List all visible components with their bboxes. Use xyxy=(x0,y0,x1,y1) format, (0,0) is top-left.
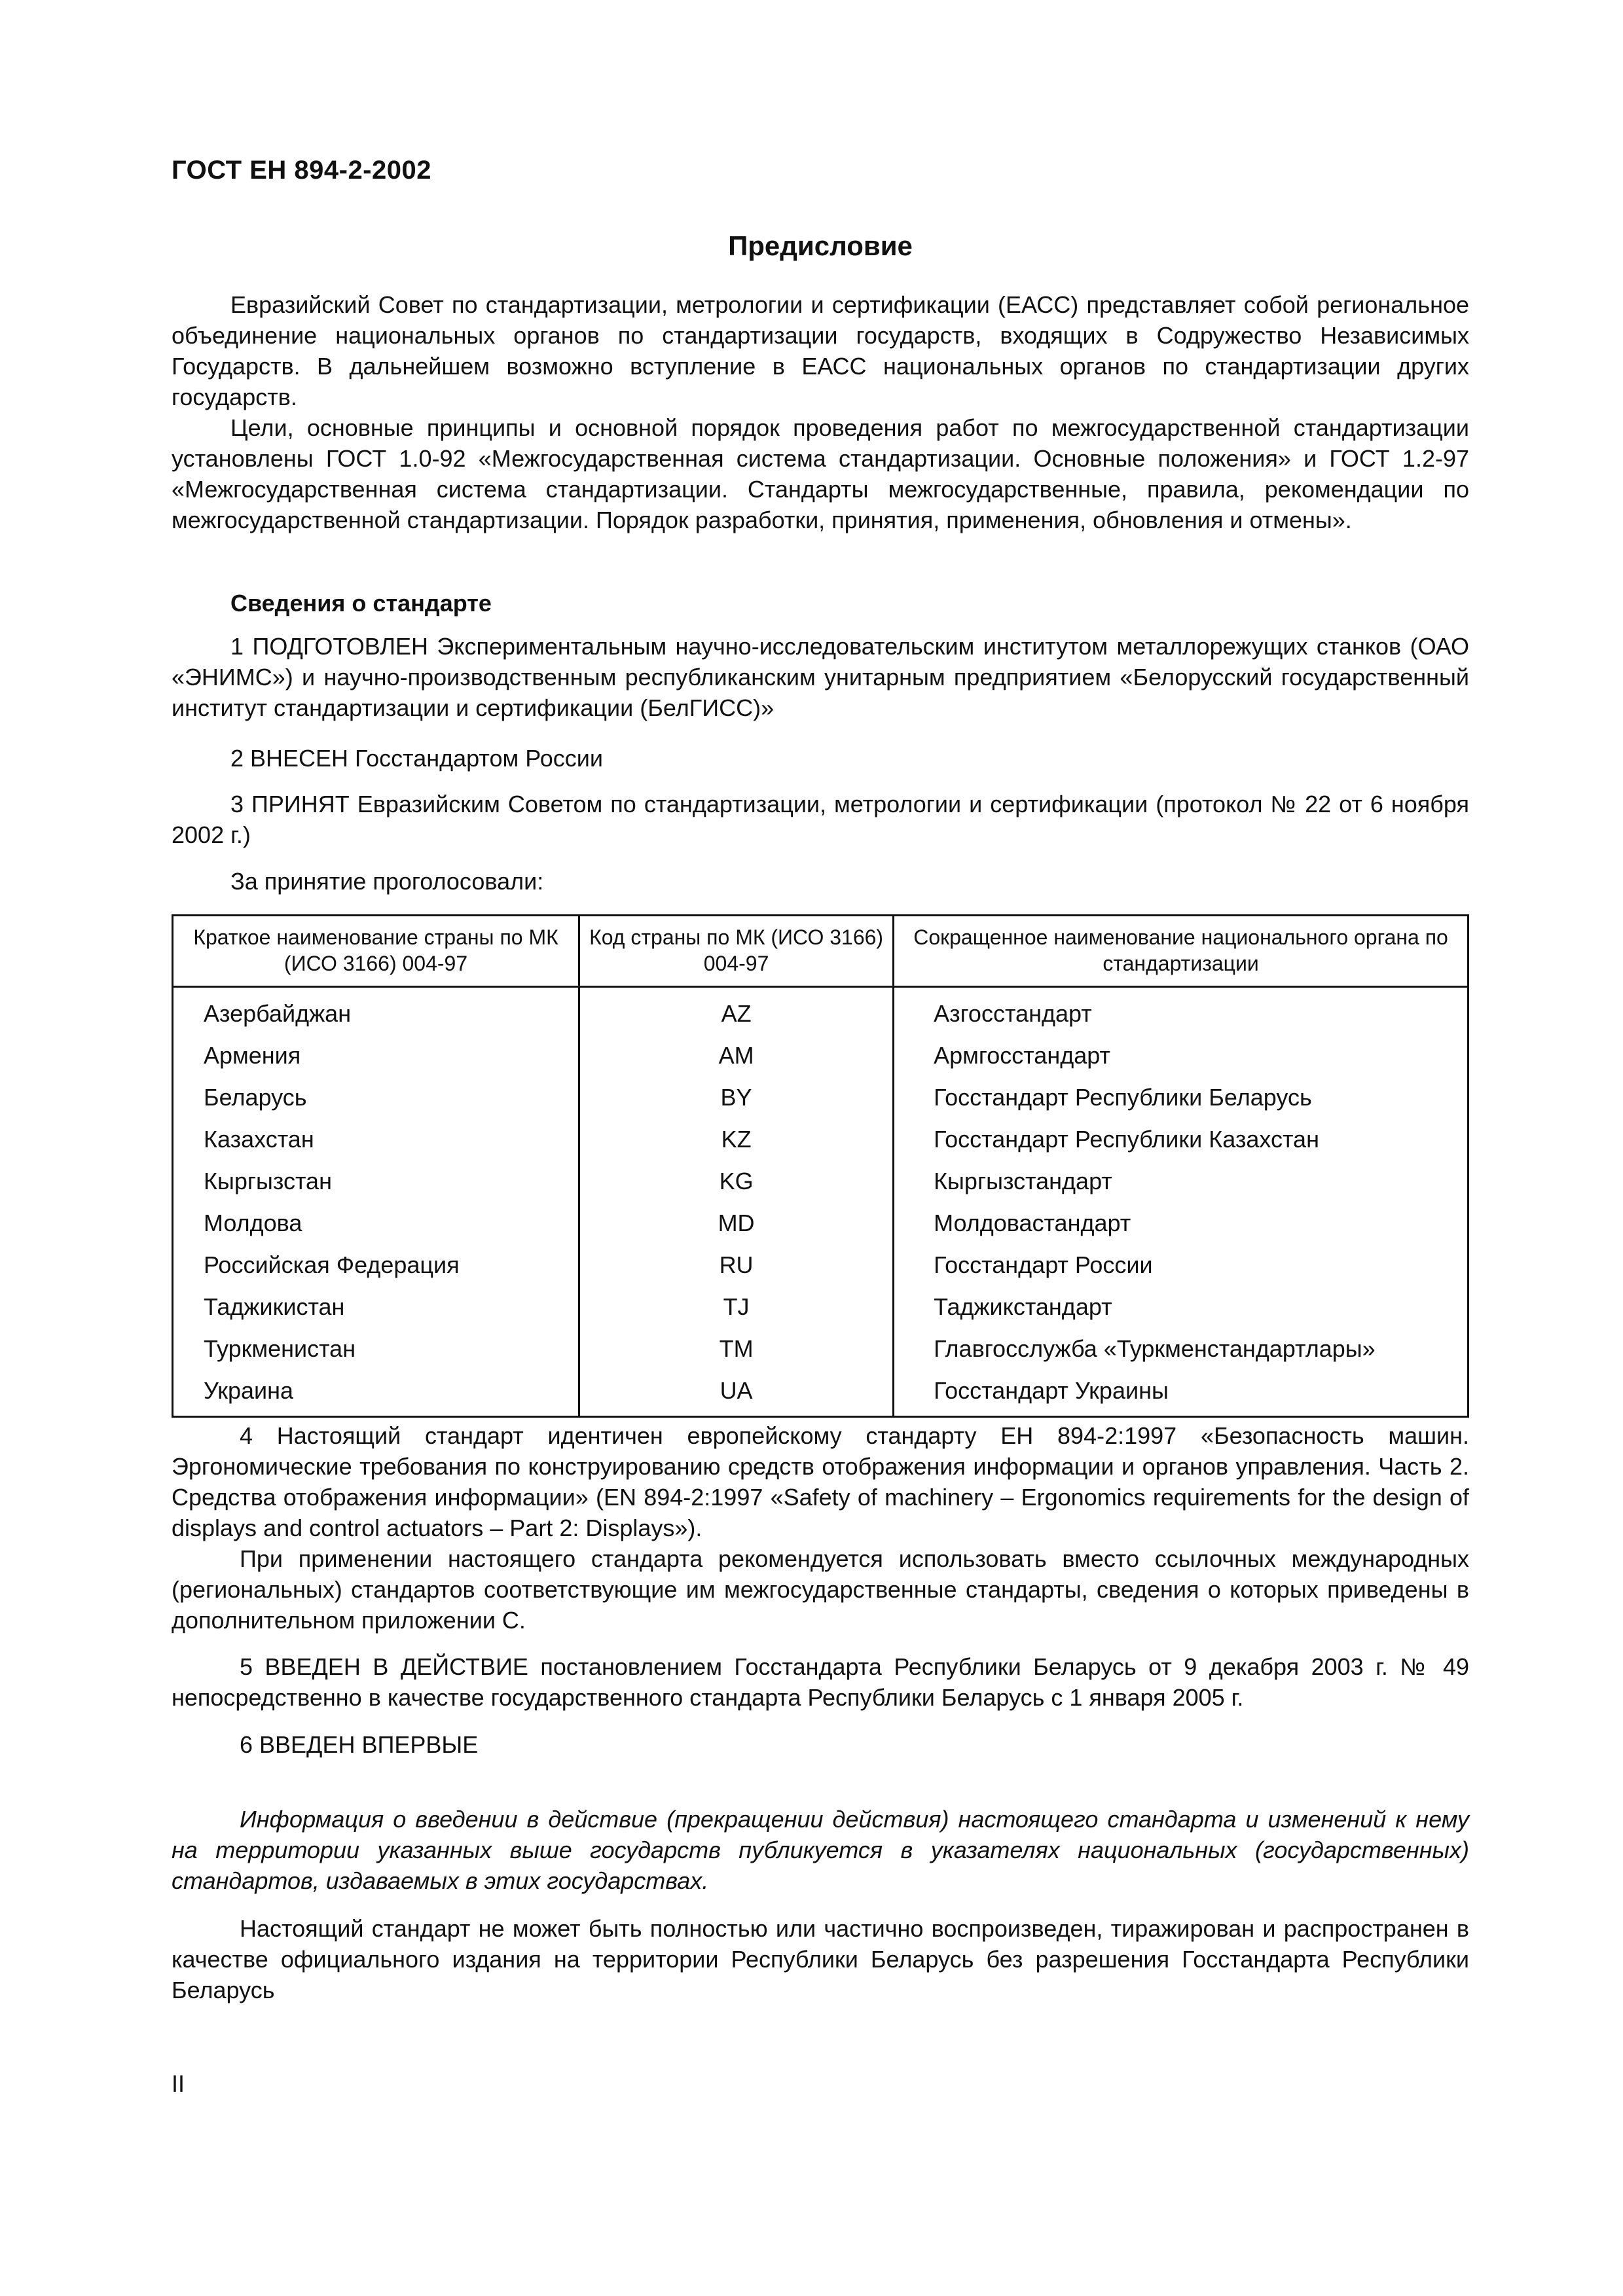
paragraph-eass: Евразийский Совет по стандартизации, метрологии и сертификации (ЕАСС) представляет собой региональное объединение национальных органов по стандартизации государств, входящих в Содружество Независимых Государств. В дальнейшем возможно вступление в ЕАСС национальных органов по стандартизации других государств. xyxy=(172,291,1469,410)
code-cell: KG xyxy=(579,1160,894,1202)
country-cell: Казахстан xyxy=(173,1119,579,1160)
info-notice: Информация о введении в действие (прекращении действия) настоящего стандарта и изменений к нему на территории указанных выше государств публикуется в указателях национальных (государственных) стандартов, издаваемых в этих государствах. xyxy=(172,1806,1469,1894)
item-prepared: 1 ПОДГОТОВЛЕН Экспериментальным научно-исследовательским институтом металлорежущих станков (ОАО «ЭНИМС») и научно-производственным республиканским унитарным предприятием «Белорусский государственный институт стандартизации и сертификации (БелГИСС)» xyxy=(172,633,1469,721)
table-row xyxy=(173,987,1468,1035)
country-cell: Российская Федерация xyxy=(173,1244,579,1286)
table-row xyxy=(173,1328,1468,1370)
item-identical: 4 Настоящий стандарт идентичен европейскому стандарту ЕН 894-2:1997 «Безопасность машин. Эргономические требования по конструированию средств отображения информации и органов управления. Часть 2. Средства отображения информации» (EN 894-2:1997 «Safety of machinery – Ergonomics requirements for the design of displays and control actuators – Part 2: Displays»). xyxy=(172,1422,1469,1541)
item-first-time: 6 ВВЕДЕН ВПЕРВЫЕ xyxy=(240,1731,479,1758)
country-cell: Таджикистан xyxy=(173,1286,579,1328)
code-cell: KZ xyxy=(579,1119,894,1160)
table-row xyxy=(173,1202,1468,1244)
table-row xyxy=(173,1077,1468,1119)
code-cell: MD xyxy=(579,1202,894,1244)
organ-cell: Госстандарт России xyxy=(894,1244,1468,1286)
table-row xyxy=(173,1119,1468,1160)
organ-cell: Главгосслужба «Туркменстандартлары» xyxy=(894,1328,1468,1370)
organ-cell: Кыргызстандарт xyxy=(894,1160,1468,1202)
item-adopted: 3 ПРИНЯТ Евразийским Советом по стандартизации, метрологии и сертификации (протокол № 22 от 6 ноября 2002 г.) xyxy=(172,791,1469,848)
page-number: II xyxy=(172,2070,185,2097)
code-cell: AM xyxy=(579,1035,894,1077)
country-cell: Молдова xyxy=(173,1202,579,1244)
country-cell: Азербайджан xyxy=(173,987,579,1035)
organ-cell: Азгосстандарт xyxy=(894,987,1468,1035)
organ-cell: Армгосстандарт xyxy=(894,1035,1468,1077)
copyright-notice: Настоящий стандарт не может быть полностью или частично воспроизведен, тиражирован и распространен в качестве официального издания на территории Республики Беларусь без разрешения Госстандарта Республики Беларусь xyxy=(172,1915,1469,2003)
code-cell: AZ xyxy=(579,987,894,1035)
organ-cell: Госстандарт Республики Беларусь xyxy=(894,1077,1468,1119)
code-cell: BY xyxy=(579,1077,894,1119)
organ-cell: Таджикстандарт xyxy=(894,1286,1468,1328)
code-cell: RU xyxy=(579,1244,894,1286)
code-cell: TM xyxy=(579,1328,894,1370)
organ-cell: Госстандарт Украины xyxy=(894,1370,1468,1417)
subheading-standard-info: Сведения о стандарте xyxy=(230,590,492,617)
country-cell: Туркменистан xyxy=(173,1328,579,1370)
code-cell: UA xyxy=(579,1370,894,1417)
organ-cell: Госстандарт Республики Казахстан xyxy=(894,1119,1468,1160)
table-row xyxy=(173,1160,1468,1202)
table-header-row xyxy=(173,916,1468,987)
item-references: При применении настоящего стандарта рекомендуется использовать вместо ссылочных международных (региональных) стандартов соответствующие им межгосударственные стандарты, сведения о которых приведены в дополнительном приложении С. xyxy=(172,1545,1469,1634)
country-cell: Армения xyxy=(173,1035,579,1077)
code-cell: TJ xyxy=(579,1286,894,1328)
table-row xyxy=(173,1035,1468,1077)
table-row xyxy=(173,1370,1468,1417)
paragraph-goals: Цели, основные принципы и основной порядок проведения работ по межгосударственной стандартизации установлены ГОСТ 1.0-92 «Межгосударственная система стандартизации. Основные положения» и ГОСТ 1.2-97 «Межгосударственная система стандартизации. Стандарты межгосударственные, правила, рекомендации по межгосударственной стандартизации. Порядок разработки, принятия, применения, обновления и отмены». xyxy=(172,414,1469,533)
item-introduced: 5 ВВЕДЕН В ДЕЙСТВИЕ постановлением Госстандарта Республики Беларусь от 9 декабря 2003 г. № 49 непосредственно в качестве государственного стандарта Республики Беларусь с 1 января 2005 г. xyxy=(172,1653,1469,1711)
page-title: Предисловие xyxy=(728,230,913,261)
column-header-organ: Сокращенное наименование национального органа по стандартизации xyxy=(894,916,1468,987)
country-cell: Кыргызстан xyxy=(173,1160,579,1202)
country-cell: Украина xyxy=(173,1370,579,1417)
voting-countries-table xyxy=(172,914,1469,1418)
voted-label: За принятие проголосовали: xyxy=(230,868,544,895)
organ-cell: Молдовастандарт xyxy=(894,1202,1468,1244)
country-cell: Беларусь xyxy=(173,1077,579,1119)
column-header-country: Краткое наименование страны по МК (ИСО 3166) 004-97 xyxy=(173,916,579,987)
document-page xyxy=(172,0,1469,2296)
column-header-code: Код страны по МК (ИСО 3166) 004-97 xyxy=(579,916,894,987)
table-row xyxy=(173,1286,1468,1328)
document-header: ГОСТ ЕН 894-2-2002 xyxy=(172,156,431,185)
item-submitted: 2 ВНЕСЕН Госстандартом России xyxy=(230,745,603,772)
table-row xyxy=(173,1244,1468,1286)
